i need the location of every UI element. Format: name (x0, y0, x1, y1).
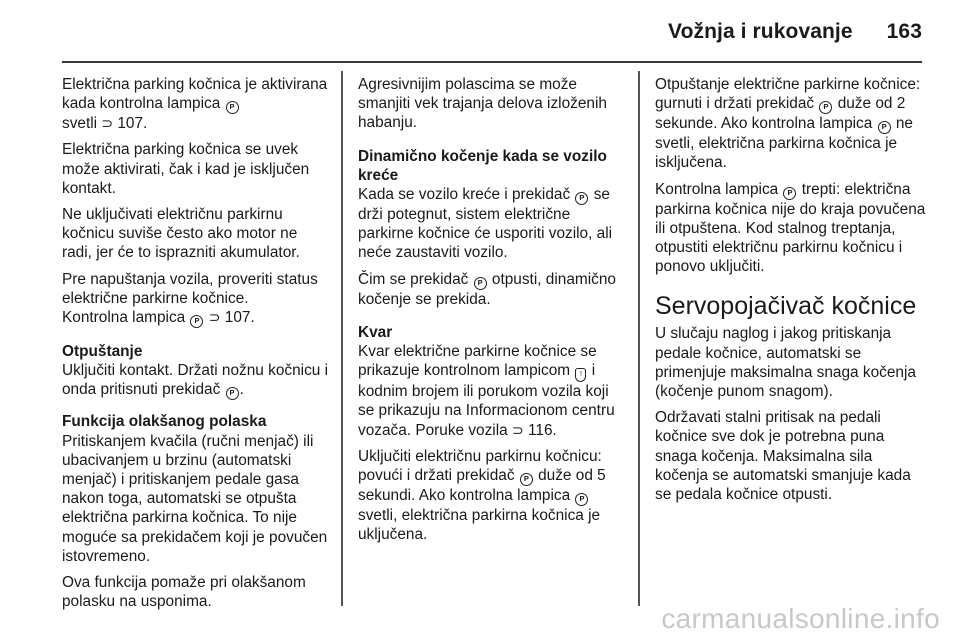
column-2 (358, 75, 628, 551)
paragraph: Kvar električne parkirne kočnice se prikazuje kontrolnom lampicom ! i kodnim brojem ili porukom vozila koji se prikazuju na Informacionom centru vozača. Poruke vozila ⊃ 116. (358, 343, 615, 439)
brake-switch-icon: P (474, 277, 487, 290)
paragraph: U slučaju naglog i jakog pritiskanja pedale kočnice, automatski se primenjuje maksimalna snaga kočenja (kočenje punom snagom). (655, 325, 916, 401)
paragraph: Pre napuštanja vozila, proveriti status električne parkirne kočnice. Kontrolna lampica P ⊃ 107. (62, 270, 318, 327)
page-header (668, 20, 922, 44)
paragraph: Kontrolna lampica P trepti: električna parkirna kočnica nije do kraja povučena ili otpuštena. Kod stalnog treptanja, otpustiti električnu parkirnu kočnicu i ponovo uključiti. (655, 180, 926, 276)
fault-lamp-icon: ! (575, 368, 586, 382)
brake-lamp-icon: P (190, 315, 203, 328)
paragraph: Ova funkcija pomaže pri olakšanom polasku na usponima. (62, 574, 306, 611)
subheading: Otpuštanje (62, 343, 143, 361)
brake-switch-icon: P (520, 473, 533, 486)
column-divider-2 (638, 71, 640, 606)
reference-arrow-icon: ⊃ (101, 115, 114, 132)
reference-arrow-icon: ⊃ (208, 309, 221, 326)
brake-lamp-icon: P (226, 101, 239, 114)
reference-arrow-icon: ⊃ (512, 421, 524, 438)
paragraph: Ne uključivati električnu parkirnu kočnicu suviše često ako motor ne radi, jer će to isprazniti akumulator. (62, 206, 300, 262)
brake-switch-icon: P (226, 387, 239, 400)
paragraph: Uključiti električnu parkirnu kočnicu: povući i držati prekidač P duže od 5 sekundi. Ako kontrolna lampica P svetli, električna parkirna kočnica je uključena. (358, 447, 606, 544)
page-reference-link[interactable]: 116. (528, 421, 557, 439)
paragraph: Čim se prekidač P otpusti, dinamično kočenje se prekida. (358, 270, 616, 308)
column-3 (655, 75, 927, 511)
page-reference-link[interactable]: 107. (224, 309, 255, 327)
section-title: Vožnja i rukovanje (668, 20, 853, 43)
brake-switch-icon: P (575, 192, 588, 205)
brake-switch-icon: P (819, 101, 832, 114)
paragraph: Pritiskanjem kvačila (ručni menjač) ili ubacivanjem u brzinu (automatski menjač) i pritiskanjem pedale gasa nakon toga, automatski se otpušta električna parkirna kočnica. To nije moguće sa prekidačem koji je povučen istovremeno. (62, 432, 328, 565)
header-rule (62, 61, 922, 63)
paragraph: Otpuštanje električne parkirne kočnice: gurnuti i držati prekidač P duže od 2 sekunde. Ako kontrolna lampica P ne svetli, električna parkirna kočnica je isključena. (655, 76, 921, 172)
paragraph: Električna parking kočnica se uvek može aktivirati, čak i kad je isključen kontakt. (62, 141, 310, 197)
subheading: Kvar (358, 323, 393, 341)
paragraph: Kada se vozilo kreće i prekidač P se drži potegnut, sistem električne parkirne kočnice će usporiti vozilo, ali neće zaustaviti vozilo. (358, 186, 613, 262)
brake-lamp-icon: P (783, 187, 796, 200)
column-1 (62, 75, 330, 618)
page-reference-link[interactable]: 107. (117, 115, 148, 133)
paragraph: Uključiti kontakt. Držati nožnu kočnicu i onda pritisnuti prekidač P . (62, 362, 329, 399)
page-number: 163 (886, 20, 922, 43)
subheading: Dinamično kočenje kada se vozilo kreće (358, 147, 607, 184)
brake-lamp-icon: P (878, 121, 891, 134)
column-divider-1 (341, 71, 343, 606)
paragraph: Agresivnijim polascima se može smanjiti vek trajanja delova izloženih habanju. (358, 76, 607, 132)
paragraph: Električna parking kočnica je aktivirana kada kontrolna lampica P svetli ⊃ 107. (62, 76, 328, 133)
brake-lamp-icon: P (575, 493, 588, 506)
paragraph: Održavati stalni pritisak na pedali kočnice sve dok je potrebna puna snaga kočenja. Maksimalna sila kočenja se automatski smanjuje kada se pedala kočnice otpusti. (655, 409, 911, 504)
section-heading: Servopojačivač kočnice (655, 292, 917, 321)
subheading: Funkcija olakšanog polaska (62, 413, 267, 431)
watermark: carmanualsonline.info (661, 603, 940, 634)
